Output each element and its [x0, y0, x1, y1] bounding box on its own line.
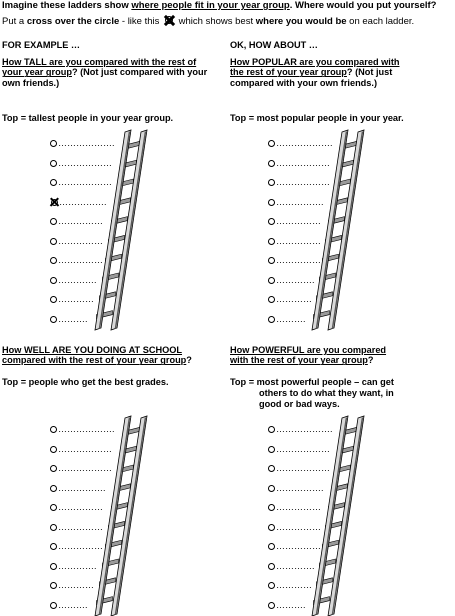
- option-circle[interactable]: [50, 426, 57, 433]
- option-dots: ……………: [276, 216, 321, 226]
- option-circle[interactable]: [268, 485, 275, 492]
- question-text: ? (Not just compared with your own friends.): [230, 67, 393, 88]
- option-circle[interactable]: [268, 160, 275, 167]
- crossed-circle-icon: [163, 15, 175, 25]
- ladder-rail-shade: [116, 418, 146, 615]
- top-note-powerful-3: good or bad ways.: [259, 399, 340, 409]
- top-note-powerful-2: others to do what they want, in: [259, 388, 394, 398]
- option-dots: ………….: [276, 274, 315, 285]
- question-text: ? (Not just compared with your own friends.): [2, 67, 208, 88]
- option-dots: ………………: [58, 463, 112, 473]
- ladder-option-row[interactable]: [268, 314, 306, 324]
- option-dots: ……………: [58, 235, 103, 246]
- option-dots: …………: [58, 580, 94, 590]
- question-school: [2, 345, 214, 366]
- option-circle[interactable]: [50, 160, 57, 167]
- option-dots: …………: [276, 580, 312, 590]
- crossed-circle-icon: [50, 198, 59, 207]
- ladder-rail-shade: [317, 132, 347, 329]
- question-popular: [230, 57, 405, 88]
- option-dots: ……………: [58, 541, 103, 551]
- option-dots: …………….: [58, 482, 106, 493]
- ladder-rail-shade: [333, 132, 363, 329]
- option-dots: ……………: [58, 521, 103, 532]
- ladder-graphic: [85, 130, 155, 330]
- option-dots: ……………: [58, 255, 103, 265]
- option-dots: ……………: [276, 541, 321, 551]
- option-dots: ………………: [58, 177, 112, 187]
- option-circle[interactable]: [268, 277, 275, 284]
- instruction-text: - like this: [119, 16, 163, 27]
- option-dots: ………………: [276, 157, 330, 168]
- option-circle[interactable]: [50, 446, 57, 453]
- question-text: ?: [367, 355, 374, 366]
- option-dots: ……………: [276, 235, 321, 246]
- instruction-text: which shows best: [176, 16, 256, 27]
- ladder-graphic: [302, 416, 372, 616]
- option-circle[interactable]: [268, 316, 275, 323]
- option-dots: ………….: [58, 560, 97, 571]
- option-circle[interactable]: [50, 316, 57, 323]
- instruction-emphasis: where you would be: [255, 16, 347, 27]
- option-circle[interactable]: [268, 465, 275, 472]
- option-dots: ……….: [276, 599, 306, 610]
- top-note-powerful-1: Top = most powerful people – can get: [230, 377, 394, 387]
- question-text: How WELL ARE YOU DOING AT SCHOOL compared with the rest of your year group: [2, 345, 187, 366]
- option-circle[interactable]: [50, 602, 57, 609]
- instruction-line-2: [2, 15, 414, 28]
- option-dots: ……………: [58, 216, 103, 226]
- option-dots: ………….: [276, 560, 315, 571]
- ladder-rail-shade: [100, 132, 130, 329]
- question-text: How TALL are you compared with the rest of your year group: [2, 57, 197, 78]
- option-circle[interactable]: [268, 238, 275, 245]
- option-circle[interactable]: [50, 524, 57, 531]
- option-circle[interactable]: [50, 582, 57, 589]
- option-circle[interactable]: [268, 602, 275, 609]
- instruction-line-1: [2, 1, 436, 12]
- option-circle[interactable]: [268, 563, 275, 570]
- option-dots: ………………: [276, 177, 330, 187]
- option-circle[interactable]: [50, 238, 57, 245]
- instruction-text: . Where would you put yourself?: [289, 0, 437, 11]
- ladder-graphic: [85, 416, 155, 616]
- ladder-option-row[interactable]: [50, 314, 88, 324]
- option-dots: ………………: [276, 463, 330, 473]
- option-dots: ……………….: [276, 138, 333, 148]
- option-circle[interactable]: [268, 543, 275, 550]
- option-dots: …………….: [276, 196, 324, 207]
- top-note-school: Top = people who get the best grades.: [2, 377, 169, 387]
- option-circle[interactable]: [50, 543, 57, 550]
- example-heading: FOR EXAMPLE …: [2, 40, 81, 50]
- option-circle[interactable]: [268, 446, 275, 453]
- ladder-rail-shade: [116, 132, 146, 329]
- option-circle[interactable]: [50, 465, 57, 472]
- instruction-text: on each ladder.: [346, 16, 415, 27]
- ladder-rail-shade: [100, 418, 130, 615]
- instruction-emphasis: where people fit in your year group: [131, 0, 290, 11]
- ladder-graphic: [302, 130, 372, 330]
- instruction-text: Imagine these ladders show: [2, 0, 132, 11]
- option-dots: ……………: [276, 521, 321, 532]
- option-circle[interactable]: [268, 582, 275, 589]
- option-dots: ………………: [58, 157, 112, 168]
- option-circle[interactable]: [268, 257, 275, 264]
- ladder-option-row[interactable]: [50, 600, 88, 610]
- question-text: How POWERFUL are you compared with the rest of your year group: [230, 345, 387, 366]
- option-circle[interactable]: [268, 426, 275, 433]
- option-circle[interactable]: [50, 218, 57, 225]
- option-dots: ……….: [58, 313, 88, 324]
- option-dots: ……………….: [276, 424, 333, 434]
- instruction-text: Put a: [2, 16, 27, 27]
- option-dots: ……………: [276, 502, 321, 512]
- option-circle[interactable]: [50, 296, 57, 303]
- popular-heading: OK, HOW ABOUT …: [230, 40, 318, 50]
- option-circle[interactable]: [268, 179, 275, 186]
- option-dots: ……………….: [58, 424, 115, 434]
- option-dots: ……….: [276, 313, 306, 324]
- question-powerful: [230, 345, 405, 366]
- option-dots: ………………: [58, 443, 112, 454]
- option-dots: …………….: [59, 196, 107, 207]
- option-dots: ………….: [58, 274, 97, 285]
- option-circle[interactable]: [268, 199, 275, 206]
- option-circle[interactable]: [50, 140, 57, 147]
- option-circle[interactable]: [50, 485, 57, 492]
- option-circle[interactable]: [50, 257, 57, 264]
- ladder-rail-shade: [317, 418, 347, 615]
- option-circle[interactable]: [50, 277, 57, 284]
- question-text: ?: [186, 355, 192, 366]
- option-circle[interactable]: [50, 563, 57, 570]
- ladder-rail-shade: [333, 418, 363, 615]
- option-dots: ……………….: [58, 138, 115, 148]
- option-dots: ……………: [58, 502, 103, 512]
- option-dots: ………………: [276, 443, 330, 454]
- option-circle[interactable]: [50, 179, 57, 186]
- question-text: How POPULAR are you compared with the rest of your year group: [230, 57, 400, 78]
- option-dots: …………….: [276, 482, 324, 493]
- option-circle[interactable]: [268, 218, 275, 225]
- option-dots: …………: [276, 294, 312, 304]
- option-circle[interactable]: [268, 296, 275, 303]
- option-circle[interactable]: [268, 524, 275, 531]
- option-dots: ……………: [276, 255, 321, 265]
- instruction-emphasis: cross over the circle: [26, 16, 120, 27]
- ladder-option-row[interactable]: [268, 600, 306, 610]
- option-circle[interactable]: [50, 504, 57, 511]
- top-note-popular: Top = most popular people in your year.: [230, 113, 404, 123]
- option-circle[interactable]: [268, 504, 275, 511]
- question-tall: [2, 57, 210, 88]
- top-note-tall: Top = tallest people in your year group.: [2, 113, 174, 123]
- option-circle[interactable]: [268, 140, 275, 147]
- option-dots: …………: [58, 294, 94, 304]
- option-dots: ……….: [58, 599, 88, 610]
